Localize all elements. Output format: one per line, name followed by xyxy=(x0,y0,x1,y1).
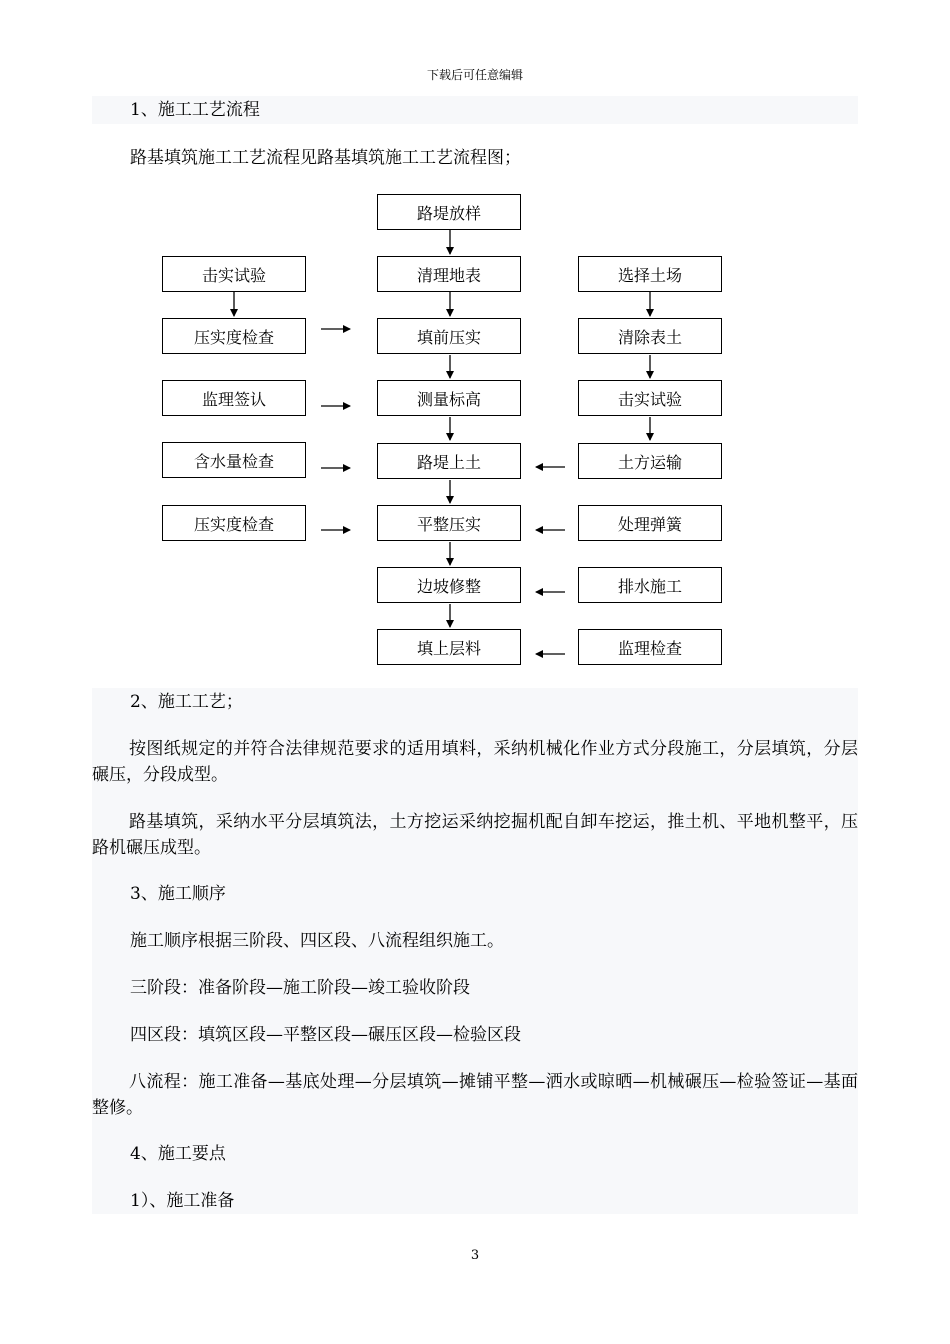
flow-box-right-2: 清除表土 xyxy=(578,318,722,354)
flow-box-center-7: 边坡修整 xyxy=(377,567,521,603)
flow-box-left-1: 击实试验 xyxy=(162,256,306,292)
flow-box-right-4: 土方运输 xyxy=(578,443,722,479)
paragraph-process-1: 按图纸规定的并符合法律规范要求的适用填料，采纳机械化作业方式分段施工，分层填筑，分层碾压，分段成型。 xyxy=(92,739,858,785)
flow-box-center-8: 填上层料 xyxy=(377,629,521,665)
flow-box-center-3: 填前压实 xyxy=(377,318,521,354)
paragraph-three-stages: 三阶段：准备阶段—施工阶段—竣工验收阶段 xyxy=(130,978,470,998)
flow-box-center-4: 测量标高 xyxy=(377,380,521,416)
flow-box-left-5: 压实度检查 xyxy=(162,505,306,541)
section-heading-process-flow: 1、施工工艺流程 xyxy=(130,100,260,120)
section-heading-process: 2、施工工艺； xyxy=(130,692,243,712)
flow-box-right-1: 选择土场 xyxy=(578,256,722,292)
paragraph-sequence-1: 施工顺序根据三阶段、四区段、八流程组织施工。 xyxy=(130,931,504,951)
page-number: 3 xyxy=(470,1248,480,1263)
flow-box-right-5: 处理弹簧 xyxy=(578,505,722,541)
flow-box-center-2: 清理地表 xyxy=(377,256,521,292)
section-heading-sequence: 3、施工顺序 xyxy=(130,884,226,904)
flow-box-left-3: 监理签认 xyxy=(162,380,306,416)
intro-paragraph: 路基填筑施工工艺流程见路基填筑施工工艺流程图； xyxy=(130,148,521,168)
flow-box-left-4: 含水量检查 xyxy=(162,442,306,478)
flow-box-center-1: 路堤放样 xyxy=(377,194,521,230)
flow-box-right-3: 击实试验 xyxy=(578,380,722,416)
paragraph-four-sections: 四区段：填筑区段—平整区段—碾压区段—检验区段 xyxy=(130,1025,521,1045)
flow-box-center-6: 平整压实 xyxy=(377,505,521,541)
flow-box-center-5: 路堤上土 xyxy=(377,443,521,479)
section-heading-key-points: 4、施工要点 xyxy=(130,1144,226,1164)
subheading-preparation: 1）、施工准备 xyxy=(130,1191,235,1211)
paragraph-eight-processes: 八流程：施工准备—基底处理—分层填筑—摊铺平整—洒水或晾晒—机械碾压—检验签证—基面整修。 xyxy=(92,1072,858,1118)
flow-box-right-6: 排水施工 xyxy=(578,567,722,603)
page-header: 下载后可任意编辑 xyxy=(426,68,523,82)
flow-box-left-2: 压实度检查 xyxy=(162,318,306,354)
paragraph-process-2: 路基填筑，采纳水平分层填筑法，土方挖运采纳挖掘机配自卸车挖运，推土机、平地机整平，压路机碾压成型。 xyxy=(92,812,858,858)
flow-box-right-7: 监理检查 xyxy=(578,629,722,665)
